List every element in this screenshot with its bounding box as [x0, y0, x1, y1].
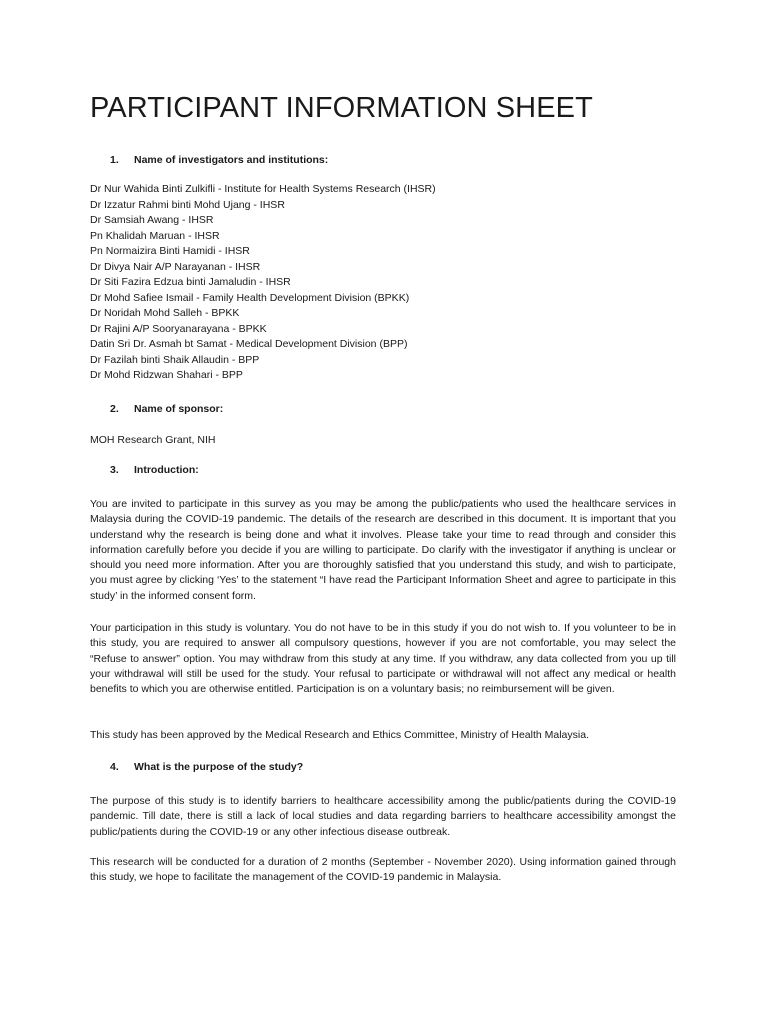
- section-number: 2.: [110, 403, 119, 415]
- investigator-item: Datin Sri Dr. Asmah bt Samat - Medical Development Division (BPP): [90, 338, 408, 350]
- introduction-paragraph-1: You are invited to participate in this survey as you may be among the public/patients who used the healthcare services in Malaysia during the COVID-19 pandemic. The details of the research are described in this document. It is important that you understand why the research is being done and what it involves. Please take your time to read through and consider this information carefully before you decide if you are willing to participate. Do clarify with the investigator if anything is unclear or should you need more information. After you are thoroughly satisfied that you understand this study, and wish to participate, you must agree by clicking ‘Yes’ to the statement “I have read the Participant Information Sheet and agree to participate in this study’ in the informed consent form.: [90, 498, 676, 602]
- investigator-item: Dr Mohd Safiee Ismail - Family Health Development Division (BPKK): [90, 291, 410, 304]
- investigator-item: Dr Siti Fazira Edzua binti Jamaludin - IHSR: [90, 276, 291, 288]
- section-number: 3.: [110, 464, 119, 476]
- section-title: Name of sponsor:: [134, 403, 224, 415]
- introduction-paragraph-3: This study has been approved by the Medical Research and Ethics Committee, Ministry of Health Malaysia.: [90, 729, 589, 741]
- section-number: 1.: [110, 154, 119, 166]
- purpose-paragraph-1: The purpose of this study is to identify barriers to healthcare accessibility among the public/patients during the COVID-19 pandemic. Till date, there is still a lack of local studies and data regarding barriers to healthcare accessibility amongst the public/patients during the COVID-19 or any other infectious disease outbreak.: [90, 795, 676, 838]
- section-heading-investigators: [110, 153, 328, 167]
- investigator-item: Dr Nur Wahida Binti Zulkifli - Institute for Health Systems Research (IHSR): [90, 183, 436, 195]
- investigator-item: Dr Samsiah Awang - IHSR: [90, 214, 214, 226]
- investigator-item: Dr Mohd Ridzwan Shahari - BPP: [90, 369, 243, 381]
- investigator-item: Pn Normaizira Binti Hamidi - IHSR: [90, 245, 250, 257]
- section-title: Introduction:: [134, 464, 199, 476]
- investigator-item: Dr Rajini A/P Sooryanarayana - BPKK: [90, 322, 267, 335]
- section-number: 4.: [110, 761, 119, 773]
- section-heading-introduction: [110, 463, 199, 477]
- investigator-item: Dr Divya Nair A/P Narayanan - IHSR: [90, 260, 261, 273]
- investigator-list: [90, 182, 436, 384]
- investigator-item: Dr Noridah Mohd Salleh - BPKK: [90, 307, 240, 319]
- section-heading-sponsor: [110, 402, 223, 416]
- investigator-item: Dr Izzatur Rahmi binti Mohd Ujang - IHSR: [90, 198, 285, 211]
- purpose-paragraph-2: This research will be conducted for a duration of 2 months (September - November 2020). Using information gained through this study, we hope to facilitate the management of the COVID-19 pandemic in Malaysia.: [90, 856, 676, 884]
- introduction-paragraph-2: Your participation in this study is voluntary. You do not have to be in this study if you do not wish to. If you volunteer to be in this study, you are required to answer all compulsory questions, however if you are not comfortable, you may select the “Refuse to answer” option. You may withdraw from this study at any time. If you withdraw, any data collected from you up till your withdrawal will still be used for the study. Your refusal to participate or withdrawal will not affect any medical or health benefits to which you are otherwise entitled. Participation is on a voluntary basis; no reimbursement will be given.: [90, 622, 676, 696]
- section-heading-purpose: [110, 760, 303, 774]
- page-title: PARTICIPANT INFORMATION SHEET: [90, 92, 593, 124]
- section-title: Name of investigators and institutions:: [134, 154, 329, 166]
- sponsor-text: MOH Research Grant, NIH: [90, 434, 216, 446]
- investigator-item: Pn Khalidah Maruan - IHSR: [90, 229, 220, 242]
- investigator-item: Dr Fazilah binti Shaik Allaudin - BPP: [90, 353, 260, 366]
- section-title: What is the purpose of the study?: [134, 761, 304, 773]
